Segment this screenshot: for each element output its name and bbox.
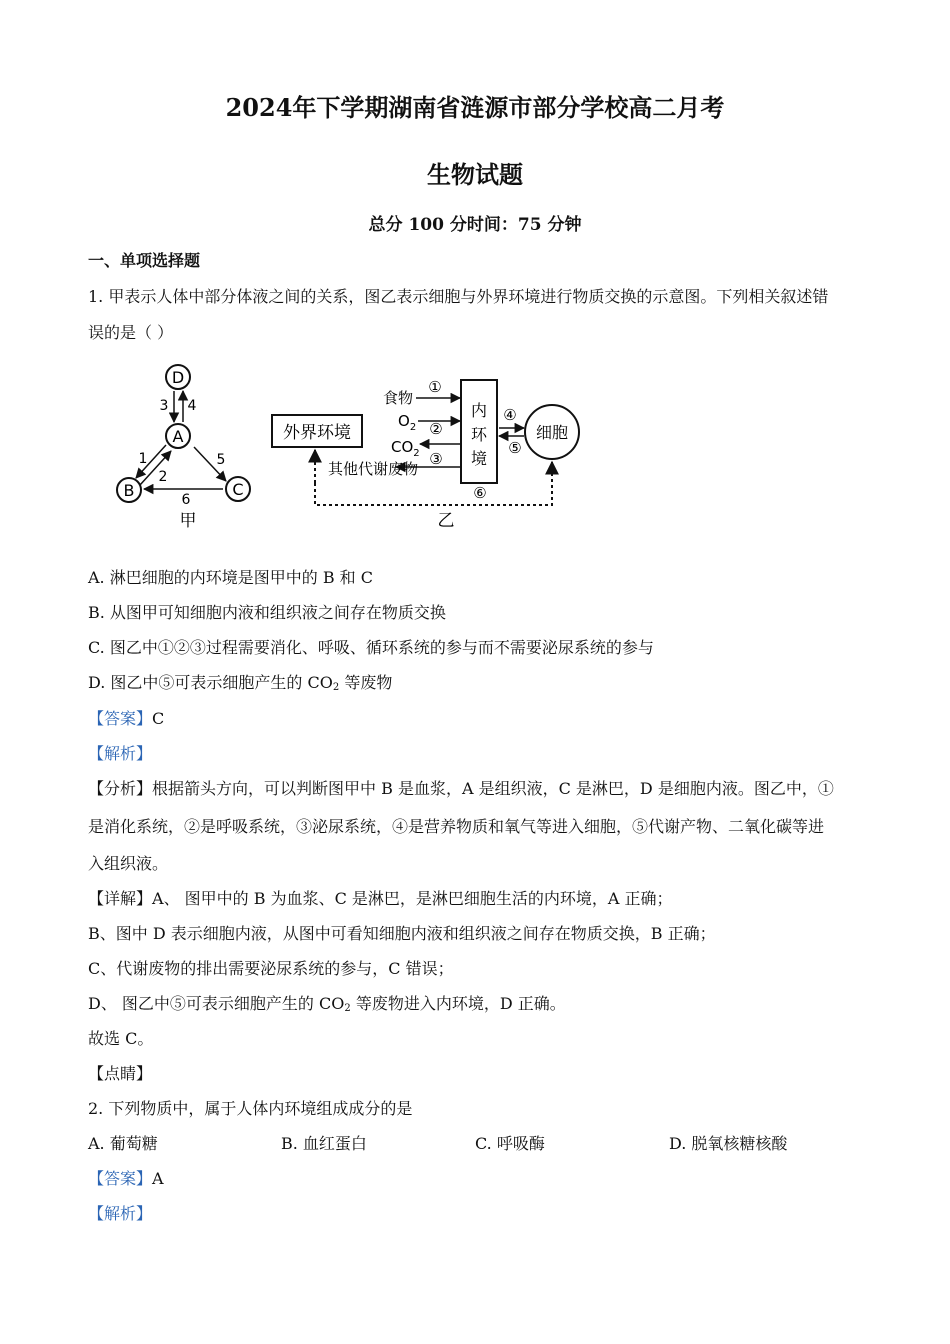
q1-option-b: B. 从图甲可知细胞内液和组织液之间存在物质交换 — [88, 603, 446, 622]
q1-stem-line1: 1. 甲表示人体中部分体液之间的关系，图乙表示细胞与外界环境进行物质交换的示意图。下列相关叙述错 — [88, 287, 829, 306]
q1-xiangjie-b: B、图中 D 表示细胞内液，从图中可看知细胞内液和组织液之间存在物质交换，B 正确； — [88, 924, 716, 943]
waste-label: 其他代谢废物 — [328, 460, 419, 478]
q1-option-a: A. 淋巴细胞的内环境是图甲中的 B 和 C — [88, 568, 373, 587]
inner-env-3: 境 — [470, 449, 488, 468]
exam-info: 总分 100 分时间：75 分钟 — [368, 215, 582, 235]
q2-option-a: A. 葡萄糖 — [88, 1134, 158, 1153]
label-d: D — [171, 368, 185, 387]
circle-num-3: ③ — [429, 450, 443, 468]
circle-num-5: ⑤ — [508, 439, 522, 457]
q2-answer: 【答案】A — [88, 1169, 164, 1188]
circle-num-1: ① — [428, 378, 442, 396]
figure-jia — [108, 358, 258, 533]
exam-title: 2024年下学期湖南省涟源市部分学校高二月考 — [225, 93, 725, 122]
subject-title: 生物试题 — [427, 160, 523, 189]
q1-option-d: D. 图乙中⑤可表示细胞产生的 $CO_2$ 等废物 — [88, 673, 393, 693]
inner-env-2: 环 — [470, 425, 488, 444]
circle-num-6: ⑥ — [473, 484, 487, 502]
arrow-num-4: 4 — [187, 398, 197, 414]
q1-fenxi-1: 【分析】根据箭头方向，可以判断图甲中 B 是血浆，A 是组织液，C 是淋巴，D 是细胞内液。图乙中，① — [88, 779, 834, 798]
label-a: A — [172, 427, 184, 446]
arrow-num-5: 5 — [216, 452, 226, 468]
q1-fenxi-3: 入组织液。 — [88, 854, 169, 873]
cell-label: 细胞 — [535, 423, 569, 442]
q2-option-d: D. 脱氧核糖核酸 — [669, 1134, 788, 1153]
section-heading: 一、单项选择题 — [88, 251, 201, 270]
inner-env-1: 内 — [470, 401, 488, 420]
q2-option-b: B. 血红蛋白 — [281, 1134, 367, 1153]
outer-env-label: 外界环境 — [283, 423, 351, 443]
caption-jia: 甲 — [179, 511, 197, 531]
q1-xiangjie-d: D、 图乙中⑤可表示细胞产生的 $CO_2$ 等废物进入内环境，D 正确。 — [88, 994, 566, 1014]
q2-stem: 2. 下列物质中，属于人体内环境组成成分的是 — [88, 1099, 413, 1118]
label-b: B — [123, 481, 135, 500]
q1-analysis-label: 【解析】 — [88, 744, 153, 763]
q1-dianjing: 【点睛】 — [88, 1064, 153, 1083]
q1-xiangjie-a: 【详解】A、 图甲中的 B 为血浆、C 是淋巴，是淋巴细胞生活的内环境，A 正确； — [88, 889, 673, 908]
q1-fenxi-2: 是消化系统，②是呼吸系统，③泌尿系统，④是营养物质和氧气等进入细胞，⑤代谢产物、二氧化碳等进 — [88, 817, 825, 836]
q2-option-c: C. 呼吸酶 — [475, 1134, 545, 1153]
q1-xiangjie-c: C、代谢废物的排出需要泌尿系统的参与，C 错误； — [88, 959, 454, 978]
arrow-num-2: 2 — [158, 469, 168, 485]
q1-option-c: C. 图乙中①②③过程需要消化、呼吸、循环系统的参与而不需要泌尿系统的参与 — [88, 638, 654, 657]
label-c: C — [232, 480, 244, 499]
arrow-num-1: 1 — [138, 451, 148, 467]
arrow-num-6: 6 — [181, 492, 191, 508]
circle-num-4: ④ — [503, 406, 517, 424]
arrow-num-3: 3 — [159, 398, 169, 414]
caption-yi: 乙 — [437, 511, 455, 531]
o2-label: $O_2$ — [398, 412, 417, 433]
figure-yi — [268, 368, 588, 533]
q1-stem-line2: 误的是（ ） — [88, 323, 174, 342]
q1-conclusion: 故选 C。 — [88, 1029, 154, 1048]
q2-analysis-label: 【解析】 — [88, 1204, 153, 1223]
circle-num-2: ② — [429, 420, 443, 438]
food-label: 食物 — [383, 389, 414, 407]
q1-answer: 【答案】C — [88, 709, 165, 728]
answer-label: 【答案】 — [88, 709, 153, 728]
co2-label: $CO_2$ — [391, 438, 420, 459]
